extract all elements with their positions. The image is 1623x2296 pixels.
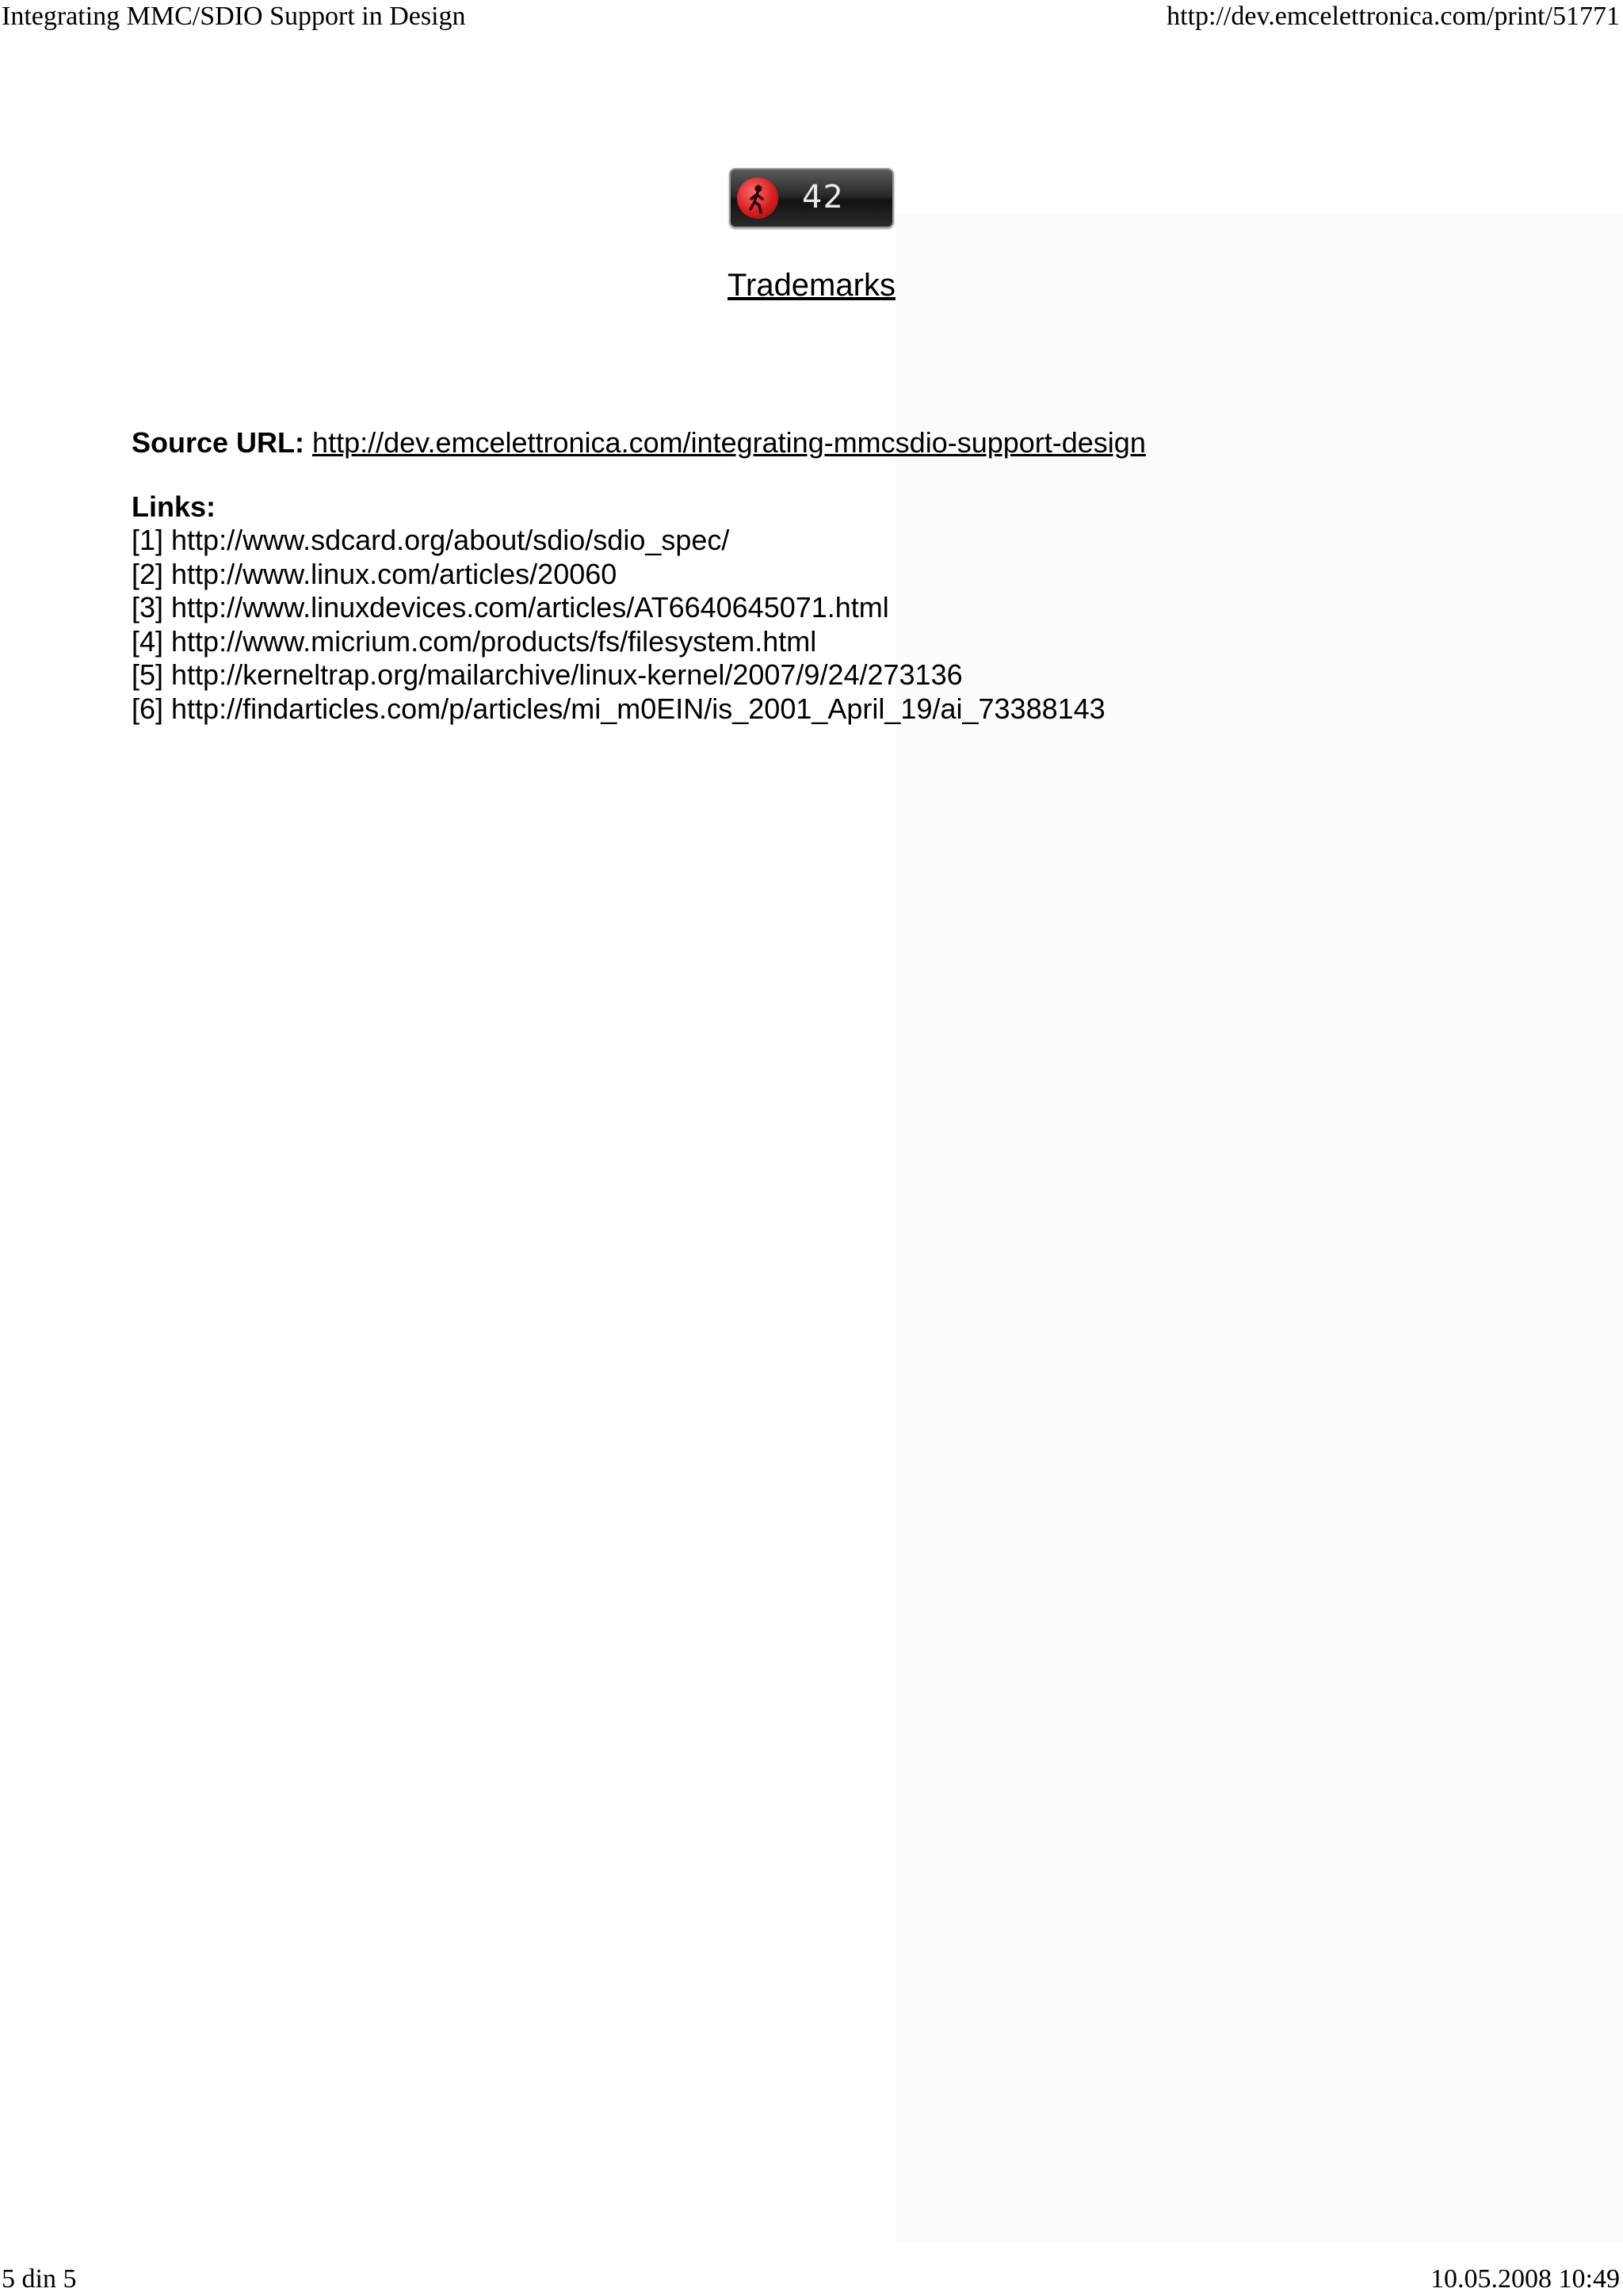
link-item: [2] http://www.linux.com/articles/20060 bbox=[132, 557, 617, 590]
trademarks-row bbox=[0, 266, 1623, 304]
source-label: Source URL: bbox=[132, 426, 305, 459]
link-item: [6] http://findarticles.com/p/articles/mi_m0EIN/is_2001_April_19/ai_73388143 bbox=[132, 692, 1106, 725]
hit-count: 42 bbox=[802, 179, 844, 215]
source-line bbox=[132, 426, 1146, 460]
hit-counter-badge[interactable] bbox=[729, 168, 894, 228]
header-title: Integrating MMC/SDIO Support in Design bbox=[2, 2, 466, 31]
trademarks-link[interactable]: Trademarks bbox=[727, 268, 896, 303]
source-url-link[interactable]: http://dev.emcelettronica.com/integrating-mmcsdio-support-design bbox=[312, 426, 1146, 459]
person-walking-icon bbox=[737, 177, 778, 219]
link-item: [1] http://www.sdcard.org/about/sdio/sdio_spec/ bbox=[132, 524, 730, 556]
footer-page-number: 5 din 5 bbox=[2, 2264, 77, 2294]
content-area bbox=[132, 426, 1146, 726]
link-item: [3] http://www.linuxdevices.com/articles/AT6640645071.html bbox=[132, 591, 889, 624]
links-section bbox=[132, 490, 1146, 727]
link-item: [4] http://www.micrium.com/products/fs/filesystem.html bbox=[132, 624, 817, 658]
header-url: http://dev.emcelettronica.com/print/51771 bbox=[1167, 2, 1620, 31]
link-item: [5] http://kerneltrap.org/mailarchive/linux-kernel/2007/9/24/273136 bbox=[132, 658, 963, 691]
links-heading: Links: bbox=[132, 490, 216, 523]
footer-datetime: 10.05.2008 10:49 bbox=[1430, 2264, 1620, 2294]
